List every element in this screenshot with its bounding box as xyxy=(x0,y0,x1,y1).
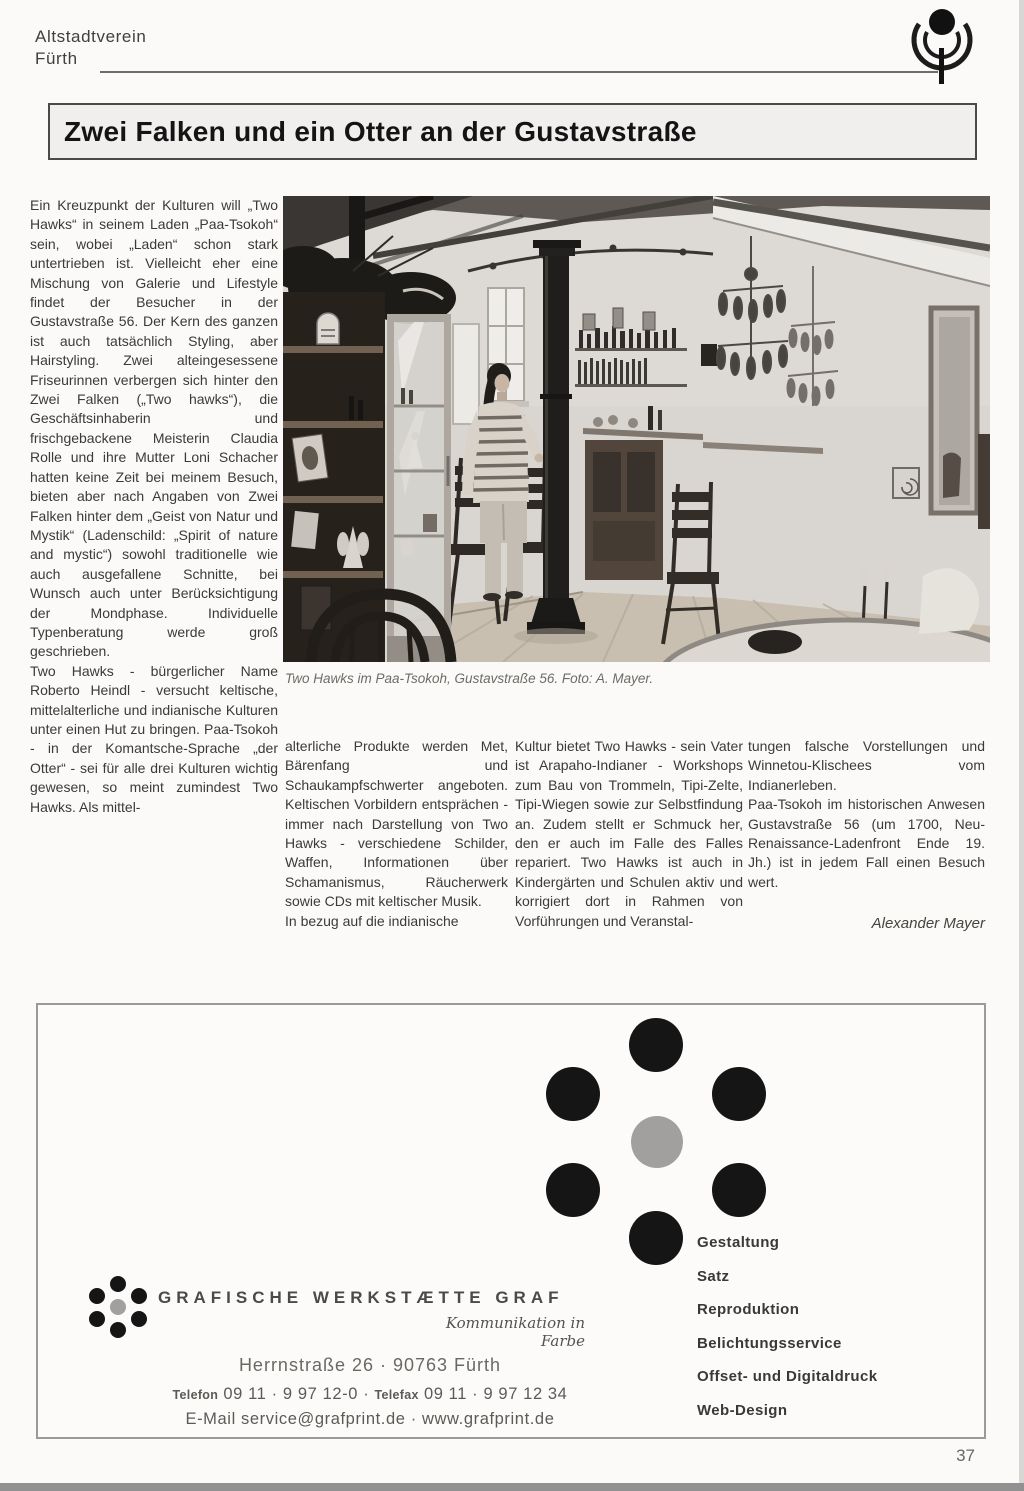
ad-company-name: GRAFISCHE WERKSTÆTTE GRAF xyxy=(158,1288,564,1307)
ad-phone-line xyxy=(70,1385,670,1404)
telefax-label: Telefax xyxy=(374,1388,419,1402)
paragraph: Kultur bietet Two Hawks - sein Vater ist Arapaho-Indianer - Workshops zum Bau von Trommeln, Tipi-Zelte, Tipi-Wiegen sowie zur Selbstfindung an. Zudem stellt er Schmuck her, den er auch im Falle des Falles repariert. Two Hawks ist auch in Kindergärten und Schulen aktiv und korrigiert dort in Rahmen von Vorführungen und Veranstal- xyxy=(515,738,743,929)
separator: · xyxy=(410,1410,417,1428)
telefon-label: Telefon xyxy=(172,1388,219,1402)
service-item: Gestaltung xyxy=(697,1234,780,1251)
telefon-number: 09 11 · 9 97 12-0 xyxy=(223,1385,358,1403)
photo-caption: Two Hawks im Paa-Tsokoh, Gustavstraße 56. Foto: A. Mayer. xyxy=(285,671,654,686)
article-title-box xyxy=(48,103,977,160)
service-item: Web-Design xyxy=(697,1401,788,1419)
masthead xyxy=(35,26,146,70)
article-photo xyxy=(283,196,990,662)
article-title: Zwei Falken und ein Otter an der Gustavstraße xyxy=(64,115,697,147)
service-item: Belichtungsservice xyxy=(697,1334,842,1352)
scan-edge-right xyxy=(1019,0,1024,1491)
article-column-2 xyxy=(285,737,508,931)
separator: · xyxy=(363,1385,370,1403)
service-item: Satz xyxy=(697,1267,730,1285)
article-column-3 xyxy=(515,737,743,931)
paragraph: Two Hawks - bürgerlicher Name Roberto Heindl - versucht keltische, mittelalterliche und indianische Kulturen unter einen Hut zu bringen. Paa-Tsokoh - in der Komantsche-Sprache „der Otter“ - sei für alle drei Kulturen wichtig gewesen, so meint zumindest Two Hawks. Als mittel- xyxy=(30,662,278,815)
telefax-number: 09 11 · 9 97 12 34 xyxy=(423,1385,568,1403)
graf-dots-logo-icon xyxy=(88,1272,150,1340)
paragraph: Ein Kreuzpunkt der Kulturen will „Two Hawks“ in seinem Laden „Paa-Tsokoh“ sein, wobei „Laden“ schon stark untertrieben ist. Vielleicht eher eine Mischung von Galerie und Lifestyle findet der Besucher in der Gustavstraße 56. Der Kern des ganzen ist auch tatsächlich Styling, aber Hairstyling. Zwei alteingesessene Friseurinnen verbergen sich hinter den Zwei Falken („Two hawks“), die Geschäftsinhaberin und frischgebackene Meisterin Claudia Rolle und ihre Mutter Loni Schacher hatten keine Zeit bei meinem Besuch, bieten aber nach Angaben von Zwei Falken hinter dem „Geist von Natur und Mystik“ (Ladenschild: „Spirit of nature and mystic“) sowohl traditionelle wie auch ausgefallene Schnitte, bei Wunsch auch unter Berücksichtigung der Mondphase. Individuelle Typenberatung werde groß geschrieben. xyxy=(30,197,278,660)
masthead-rule xyxy=(100,71,938,73)
scan-edge-bottom xyxy=(0,1483,1024,1491)
ad-tagline: Kommunikation in Farbe xyxy=(445,1314,585,1350)
page-number: 37 xyxy=(956,1446,975,1465)
ad-services-list xyxy=(697,1234,947,1435)
paragraph: Paa-Tsokoh im historischen Anwesen Gustavstraße 56 (um 1700, Neu-Renaissance-Ladenfront Ende 19. Jh.) ist in jedem Fall einen Besuch wert. xyxy=(748,796,985,890)
website-address: www.grafprint.de xyxy=(422,1410,555,1428)
service-item: Offset- und Digitaldruck xyxy=(697,1368,878,1385)
article-column-4 xyxy=(748,737,985,934)
masthead-city: Fürth xyxy=(35,49,78,68)
ad-email-line xyxy=(70,1410,670,1429)
email-label: E-Mail xyxy=(185,1410,236,1428)
article-column-1 xyxy=(30,196,278,817)
paragraph: tungen falsche Vorstellungen und Winnetou-Klischees vom Indianerleben. xyxy=(748,738,985,793)
masthead-org: Altstadtverein xyxy=(35,27,147,46)
service-item: Reproduktion xyxy=(697,1301,800,1318)
altstadtverein-logo-icon xyxy=(906,2,978,88)
email-address: service@grafprint.de xyxy=(241,1410,406,1428)
article-byline: Alexander Mayer xyxy=(871,915,985,933)
ad-address: Herrnstraße 26 · 90763 Fürth xyxy=(238,1355,502,1375)
paragraph: In bezug auf die indianische xyxy=(285,912,459,929)
paragraph: alterliche Produkte werden Met, Bärenfang und Schaukampfschwerter angeboten. Keltischen Vorbildern entsprächen - immer nach Darstellung von Two Hawks - verschiedene Schilder, Waffen, Informationen über Schamanismus, Räucherwerk sowie CDs mit keltischer Musik. xyxy=(285,738,508,910)
ad-dots-graphic xyxy=(520,1008,800,1268)
